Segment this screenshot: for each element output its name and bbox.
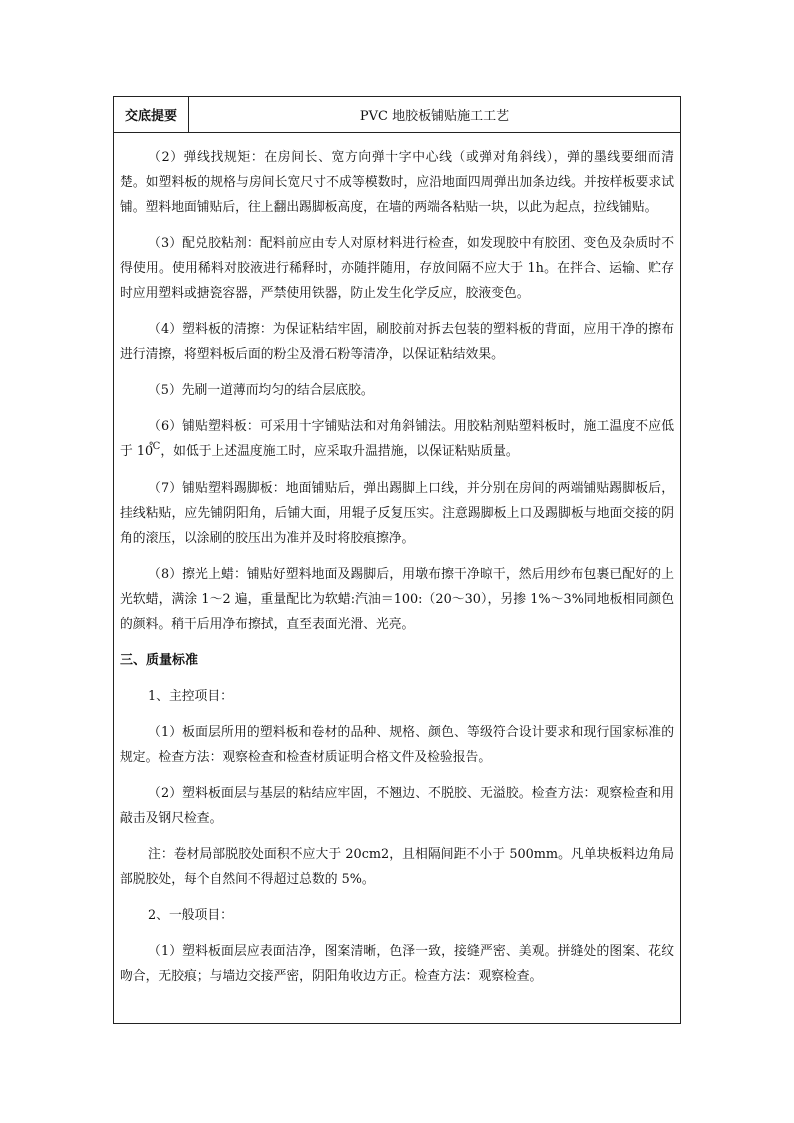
step-3-paragraph: （3）配兑胶粘剂：配料前应由专人对原材料进行检查，如发现胶中有胶团、变色及杂质时不得使用。使用稀料对胶液进行稀释时，亦随拌随用，存放间隔不应大于 1h。在拌合、运输、贮存时应用塑料或搪瓷容器，严禁使用铁器，防止发生化学反应，胶液变色。 (120, 236, 674, 301)
general-items-heading: 2、一般项目： (148, 908, 233, 923)
step-6-text-end: ，如低于上述温度施工时，应采取升温措施，以保证粘贴质量。 (160, 444, 519, 459)
main-item-2-paragraph: （2）塑料板面层与基层的粘结应牢固，不翘边、不脱胶、无溢胶。检查方法：观察检查和用敲击及钢尺检查。 (120, 786, 674, 826)
step-6-text-start: （6）铺贴塑料板：可采用十字铺贴法和对角斜铺法。用胶粘剂贴塑料板时，施工温度不应低于 10 (120, 419, 674, 459)
step-5-paragraph: （5）先刷一道薄而均匀的结合层底胶。 (148, 383, 374, 398)
step-8-paragraph: （8）擦光上蜡：铺贴好塑料地面及踢脚后，用墩布擦干净晾干，然后用纱布包裹已配好的上光软蜡，满涂 1～2 遍，重量配比为软蜡:汽油＝100:（20～30），另掺 1%～3%同地板相同颜色的颜料。稍干后用净布擦拭，直至表面光滑、光亮。 (120, 567, 674, 632)
main-item-1-paragraph: （1）板面层所用的塑料板和卷材的品种、规格、颜色、等级符合设计要求和现行国家标准的规定。检查方法：观察检查和检查材质证明合格文件及检验报告。 (120, 725, 674, 765)
note-paragraph: 注：卷材局部脱胶处面积不应大于 20cm2，且相隔间距不小于 500mm。凡单块板料边角局部脱胶处，每个自然间不得超过总数的 5%。 (120, 847, 674, 887)
header-label: 交底提要 (114, 97, 189, 132)
disclosure-table (113, 96, 681, 1024)
table-body (114, 133, 680, 1000)
step-2-paragraph: （2）弹线找规矩：在房间长、宽方向弹十字中心线（或弹对角斜线），弹的墨线要细而清楚。如塑料板的规格与房间长宽尺寸不成等模数时，应沿地面四周弹出加条边线。并按样板要求试铺。塑料地面铺贴后，往上翻出踢脚板高度，在墙的两端各粘贴一块，以此为起点，拉线铺贴。 (120, 150, 674, 215)
table-header-row (114, 97, 680, 133)
general-item-1-paragraph: （1）塑料板面层应表面洁净，图案清晰，色泽一致，接缝严密、美观。拼缝处的图案、花纹吻合，无胶痕；与墙边交接严密，阴阳角收边方正。检查方法：观察检查。 (120, 944, 674, 984)
document-title: PVC 地胶板铺贴施工工艺 (359, 109, 510, 124)
main-items-heading: 1、主控项目： (148, 689, 233, 704)
step-7-paragraph: （7）铺贴塑料踢脚板：地面铺贴后，弹出踢脚上口线，并分别在房间的两端铺贴踢脚板后，挂线粘贴，应先铺阴阳角，后铺大面，用辊子反复压实。注意踢脚板上口及踢脚板与地面交接的阴角的滚压，以涂刷的胶压出为准并及时将胶痕擦净。 (120, 481, 674, 546)
quality-standard-heading: 三、质量标准 (120, 653, 199, 668)
step-6-paragraph (120, 414, 674, 465)
step-4-paragraph: （4）塑料板的清擦：为保证粘结牢固，刷胶前对拆去包装的塑料板的背面，应用干净的擦布进行清擦，将塑料板后面的粉尘及滑石粉等清净，以保证粘结效果。 (120, 322, 674, 362)
degree-symbol: ℃ (149, 441, 161, 452)
